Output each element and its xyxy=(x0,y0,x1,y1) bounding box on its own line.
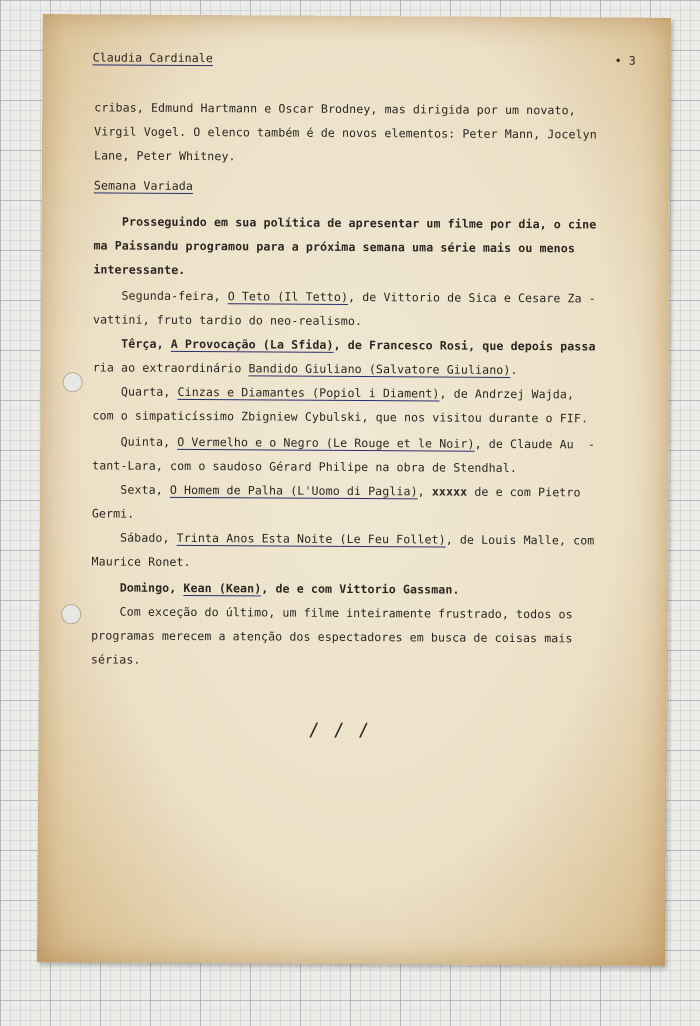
punch-hole xyxy=(61,604,81,624)
page-number: • 3 xyxy=(614,53,636,68)
typewritten-page xyxy=(37,14,671,966)
schedule-friday: Sexta, O Homem de Palha (L'Uomo di Paglia), xxxxx de e com Pietro xyxy=(91,482,581,500)
paragraph-line: interessante. xyxy=(93,262,186,277)
schedule-tuesday: Têrça, A Provocação (La Sfida), de Francesco Rosi, que depois passa xyxy=(92,336,596,354)
film-title: Trinta Anos Esta Noite (Le Feu Follet) xyxy=(176,530,446,547)
schedule-thursday: Quinta, O Vermelho e o Negro (Le Rouge et le Noir), de Claude Au - xyxy=(92,434,596,452)
paragraph-line: ma Paissandu programou para a próxima semana uma série mais ou menos xyxy=(93,238,575,256)
paragraph-line: Maurice Ronet. xyxy=(91,554,191,570)
schedule-monday: Segunda-feira, O Teto (Il Tetto), de Vittorio de Sica e Cesare Za - xyxy=(93,288,596,306)
film-title: O Homem de Palha (L'Uomo di Paglia) xyxy=(169,482,418,499)
end-mark: /// xyxy=(308,719,384,742)
film-title: Cinzas e Diamantes (Popiol i Diament) xyxy=(177,384,440,401)
film-title: Kean (Kean) xyxy=(183,580,262,596)
section-title: Semana Variada xyxy=(93,178,194,194)
paragraph-line: Virgil Vogel. O elenco também é de novos elementos: Peter Mann, Jocelyn xyxy=(94,124,597,142)
schedule-sunday: Domingo, Kean (Kean), de e com Vittorio Gassman. xyxy=(91,580,460,597)
film-title: O Teto (Il Tetto) xyxy=(227,289,349,304)
header-name: Claudia Cardinale xyxy=(92,50,214,66)
film-title: O Vermelho e o Negro (Le Rouge et le Noir) xyxy=(177,434,475,451)
punch-hole xyxy=(63,372,83,392)
paragraph-line: ria ao extraordinário Bandido Giuliano (Salvatore Giuliano). xyxy=(92,360,518,377)
paragraph-line: Germi. xyxy=(91,506,135,521)
schedule-saturday: Sábado, Trinta Anos Esta Noite (Le Feu Follet), de Louis Malle, com xyxy=(91,530,595,548)
paragraph-line: cribas, Edmund Hartmann e Oscar Brodney, mas dirigida por um novato, xyxy=(94,100,576,118)
paragraph-line: Prosseguindo em sua política de apresentar um filme por dia, o cine xyxy=(93,214,597,232)
paragraph-line: vattini, fruto tardio do neo-realismo. xyxy=(92,312,363,329)
film-title: A Provocação (La Sfida) xyxy=(170,336,334,352)
paragraph-line: com o simpaticíssimo Zbigniew Cybulski, que nos visitou durante o FIF. xyxy=(92,408,589,426)
paragraph-line: Lane, Peter Whitney. xyxy=(93,148,236,164)
paragraph-line: sérias. xyxy=(90,652,141,667)
paragraph-line: tant-Lara, com o saudoso Gérard Philipe na obra de Stendhal. xyxy=(92,458,517,475)
paragraph-line: programas merecem a atenção dos espectadores em busca de coisas mais xyxy=(91,628,573,646)
schedule-wednesday: Quarta, Cinzas e Diamantes (Popiol i Diament), de Andrzej Wajda, xyxy=(92,384,575,402)
film-title: Bandido Giuliano (Salvatore Giuliano) xyxy=(248,361,511,377)
paragraph-line: Com exceção do último, um filme inteiramente frustrado, todos os xyxy=(91,604,573,622)
struck-out-text: xxxxx xyxy=(431,484,468,499)
